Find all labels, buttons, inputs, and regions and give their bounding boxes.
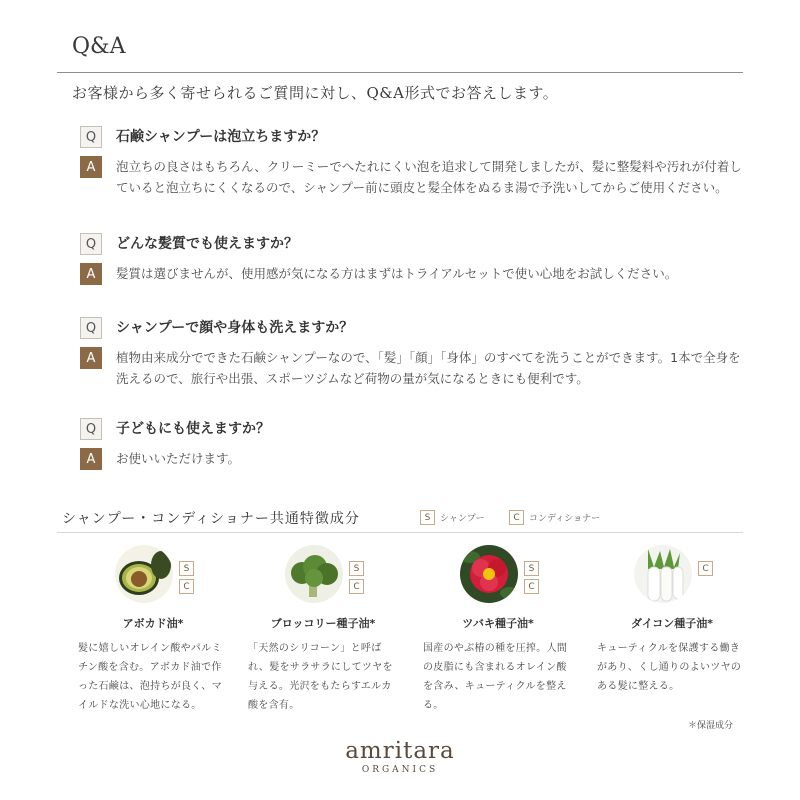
question-badge: Q — [80, 233, 102, 255]
conditioner-code: C — [179, 579, 194, 594]
qa-item — [80, 126, 760, 198]
question-badge: Q — [80, 317, 102, 339]
question-badge: Q — [80, 418, 102, 440]
avocado-icon — [115, 545, 173, 603]
ingredients-heading: シャンプー・コンディショナー共通特徴成分 — [62, 511, 360, 527]
ingredient-description: 髪に嬉しいオレイン酸やパルミチン酸を含む。アボカド油で作った石鹸は、泡持ちが良く、マイルドな洗い心地になる。 — [78, 643, 222, 711]
daikon-icon — [634, 545, 692, 603]
shampoo-code: S — [349, 561, 364, 576]
answer-badge: A — [80, 156, 102, 178]
legend-label: コンディショナー — [529, 514, 601, 524]
ingredient-name: ダイコン種子油* — [630, 617, 714, 630]
conditioner-code: C — [698, 561, 713, 576]
ingredient-name: ブロッコリー種子油* — [270, 617, 376, 630]
legend-code-box: C — [509, 510, 524, 525]
ingredient-description: キューティクルを保護する働きがあり、くし通りのよいツヤのある髪に整える。 — [597, 643, 742, 692]
answer-badge: A — [80, 263, 102, 285]
ingredient-description: 国産のやぶ椿の種を圧搾。人間の皮脂にも含まれるオレイン酸を含み、キューティクルを整える。 — [423, 643, 568, 711]
ingredient-description: 「天然のシリコーン」と呼ばれ、髪をサラサラにしてツヤを与える。光沢をもたらすエルカ酸を含有。 — [248, 643, 393, 711]
intro-text: お客様から多く寄せられるご質問に対し、Q&A形式でお答えします。 — [72, 84, 559, 102]
qa-item — [80, 233, 760, 285]
question-text: どんな髪質でも使えますか？ — [116, 236, 298, 252]
answer-text: お使いいただけます。 — [116, 451, 241, 466]
moisturizing-note: ＊保湿成分 — [687, 721, 733, 731]
title-divider — [57, 72, 743, 73]
page-title: Q&A — [72, 34, 126, 59]
ingredient-name: アボカド油* — [122, 617, 184, 630]
brand-name: amritara — [345, 738, 455, 764]
legend-conditioner — [509, 510, 600, 525]
conditioner-code: C — [524, 579, 539, 594]
answer-badge: A — [80, 347, 102, 369]
legend-code-box: S — [420, 510, 435, 525]
question-text: 石鹸シャンプーは泡立ちますか？ — [116, 129, 326, 145]
answer-text: 植物由来成分でできた石鹸シャンプーなので、「髪」「顔」「身体」のすべてを洗うことができます。1本で全身を洗えるので、旅行や出張、スポーツジムなど荷物の量が気になるときにも便利です。 — [116, 350, 741, 386]
section-divider — [57, 532, 743, 533]
question-text: シャンプーで顔や身体も洗えますか？ — [116, 320, 354, 336]
legend-shampoo — [420, 510, 485, 525]
shampoo-code: S — [524, 561, 539, 576]
brand-logo — [0, 738, 800, 775]
camellia-icon — [460, 545, 518, 603]
brand-subtitle: ORGANICS — [361, 765, 439, 775]
ingredient-name: ツバキ種子油* — [462, 617, 534, 630]
broccoli-icon — [285, 545, 343, 603]
conditioner-code: C — [349, 579, 364, 594]
answer-text: 泡立ちの良さはもちろん、クリーミーでへたれにくい泡を追求して開発しましたが、髪に整髪料や汚れが付着していると泡立ちにくくなるので、シャンプー前に頭皮と髪全体をぬるま湯で予洗いしてからご使用ください。 — [116, 159, 742, 195]
shampoo-code: S — [179, 561, 194, 576]
question-badge: Q — [80, 126, 102, 148]
answer-text: 髪質は選びませんが、使用感が気になる方はまずはトライアルセットで使い心地をお試しください。 — [116, 266, 678, 281]
qa-item — [80, 317, 760, 389]
question-text: 子どもにも使えますか？ — [116, 421, 270, 437]
legend-label: シャンプー — [440, 514, 485, 524]
answer-badge: A — [80, 448, 102, 470]
qa-item — [80, 418, 760, 470]
